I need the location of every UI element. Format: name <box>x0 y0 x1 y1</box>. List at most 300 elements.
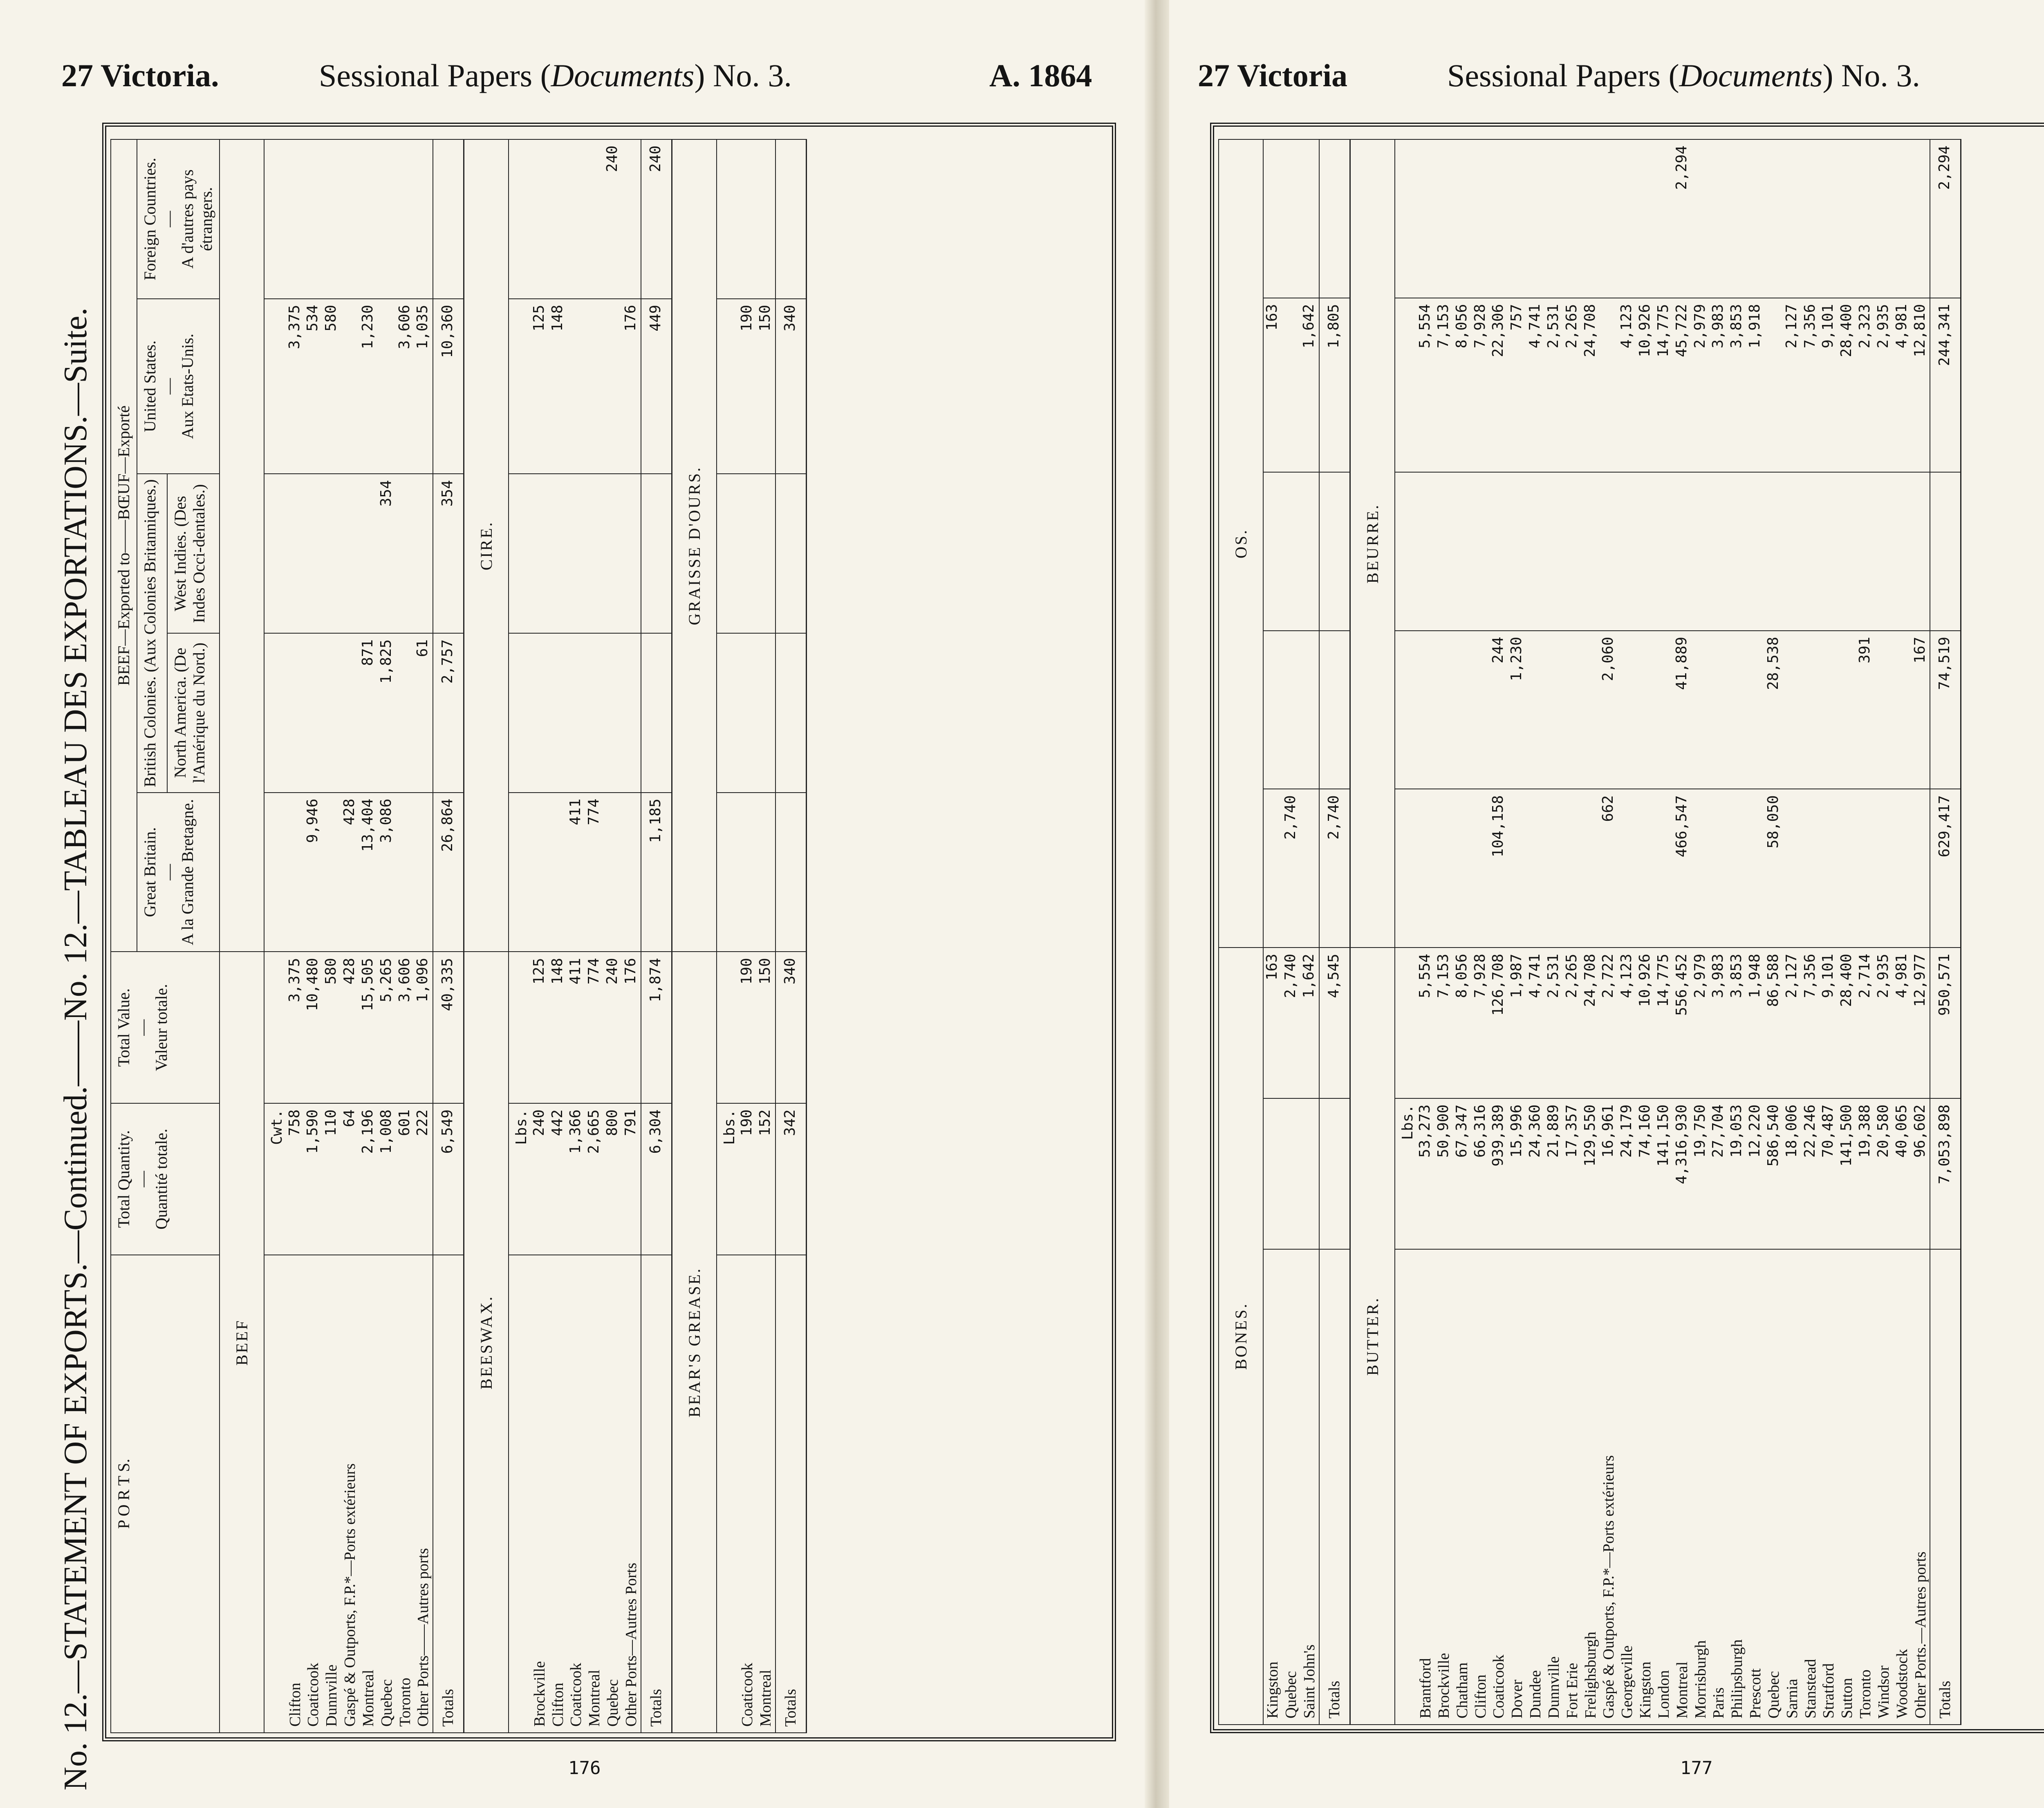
cell-gb <box>1416 789 1435 948</box>
unit-label: Lbs. <box>1395 1098 1416 1249</box>
north-america-header: North America. (De l'Amérique du Nord.) <box>167 633 220 793</box>
cell-fc <box>1856 139 1875 298</box>
table-row <box>1893 139 1912 1725</box>
cell-gb <box>1655 789 1673 948</box>
cell-wi <box>1582 472 1600 630</box>
great-britain-header <box>137 793 220 952</box>
cell-val: 411 <box>567 952 585 1103</box>
cell-gb <box>1508 789 1526 948</box>
cell-us: 3,375 <box>286 299 305 474</box>
unit-spacer <box>717 474 738 633</box>
cell-val: 148 <box>549 952 567 1103</box>
cell-gb: 13,404 <box>359 793 378 952</box>
cell-fc: 2,294 <box>1673 139 1692 298</box>
cell-val: 3,606 <box>396 952 415 1103</box>
total-quantity-fr: Quantité totale. <box>152 1129 170 1230</box>
cell-qty: 939,389 <box>1490 1098 1508 1249</box>
cell-val: 1,096 <box>414 952 433 1103</box>
cell-gb <box>1618 789 1636 948</box>
cell-val: 15,505 <box>359 952 378 1103</box>
total-us: 340 <box>775 299 806 474</box>
port-name: Montreal <box>757 1255 775 1733</box>
table-row <box>1875 139 1893 1725</box>
cell-qty: 791 <box>622 1103 641 1255</box>
cell-val: 2,935 <box>1875 948 1893 1098</box>
port-name: Saint John's <box>1300 1249 1319 1725</box>
cell-gb <box>1875 789 1893 948</box>
cell-na <box>1453 631 1472 789</box>
cell-us: 1,035 <box>414 299 433 474</box>
port-name: Coaticook <box>304 1255 323 1733</box>
cell-na <box>323 633 341 793</box>
cell-fc <box>304 139 323 299</box>
cell-gb <box>1728 789 1746 948</box>
cell-fc <box>1655 139 1673 298</box>
port-name: Coaticook <box>1490 1249 1508 1725</box>
cell-us: 757 <box>1508 298 1526 473</box>
total-value-en: Total Value. <box>114 988 133 1067</box>
cell-val: 4,123 <box>1618 948 1636 1098</box>
cell-wi <box>1746 472 1765 630</box>
unit-spacer <box>1395 139 1416 298</box>
cell-qty: 19,053 <box>1728 1098 1746 1249</box>
port-name: Coaticook <box>567 1255 585 1733</box>
cell-qty: 110 <box>323 1103 341 1255</box>
totals-label: Totals <box>1930 1249 1961 1725</box>
cell-wi <box>1453 472 1472 630</box>
cell-gb <box>1692 789 1710 948</box>
cell-us <box>604 299 622 474</box>
cell-wi <box>1545 472 1563 630</box>
cell-val: 580 <box>323 952 341 1103</box>
totals-row <box>775 139 806 1733</box>
total-quantity-header <box>111 1103 220 1255</box>
cell-fc <box>414 139 433 299</box>
unit-label: Cwt. <box>264 1103 286 1255</box>
cell-qty: 2,665 <box>585 1103 604 1255</box>
cell-wi <box>1765 472 1783 630</box>
cell-us <box>1600 298 1618 473</box>
cell-qty: 50,900 <box>1435 1098 1453 1249</box>
totals-row <box>641 139 672 1733</box>
cell-val: 3,853 <box>1728 948 1746 1098</box>
cell-fc <box>1263 139 1282 298</box>
cell-val: 176 <box>622 952 641 1103</box>
cell-wi <box>304 474 323 633</box>
cell-na <box>1692 631 1710 789</box>
great-britain-fr: A la Grande Bretagne. <box>178 799 197 945</box>
cell-wi <box>1802 472 1820 630</box>
cell-wi <box>1783 472 1802 630</box>
page-number: 177 <box>1680 1758 1713 1779</box>
cell-gb: 2,740 <box>1282 789 1300 948</box>
port-name: Other Ports—Autres Ports <box>622 1255 641 1733</box>
cell-qty: 18,006 <box>1783 1098 1802 1249</box>
table-row <box>396 139 415 1733</box>
table-row <box>1453 139 1472 1725</box>
totals-label: Totals <box>1319 1249 1350 1725</box>
header-papers: Sessional Papers (Documents) No. 3. <box>1447 58 1920 93</box>
table-row <box>323 139 341 1733</box>
total-fc: 240 <box>641 139 672 299</box>
cell-qty: 1,590 <box>304 1103 323 1255</box>
cell-us: 3,606 <box>396 299 415 474</box>
cell-wi <box>757 474 775 633</box>
table-row <box>1435 139 1453 1725</box>
table-row <box>738 139 757 1733</box>
cell-gb: 466,547 <box>1673 789 1692 948</box>
unit-spacer <box>264 1255 286 1733</box>
total-quantity-en: Total Quantity. <box>114 1130 133 1228</box>
cell-fc <box>1636 139 1655 298</box>
cell-qty: 16,961 <box>1600 1098 1618 1249</box>
cell-wi <box>1875 472 1893 630</box>
cell-wi <box>1912 472 1930 630</box>
cell-fc <box>1893 139 1912 298</box>
beef-exported-header: BEEF—Exported to——BŒUF—Exporté <box>111 139 137 952</box>
cell-qty: 74,160 <box>1636 1098 1655 1249</box>
table-row <box>1838 139 1856 1725</box>
cell-na <box>1618 631 1636 789</box>
cell-wi <box>1526 472 1545 630</box>
cell-fc <box>1582 139 1600 298</box>
cell-fc <box>1453 139 1472 298</box>
total-na <box>775 633 806 793</box>
cell-wi <box>585 474 604 633</box>
table-row <box>567 139 585 1733</box>
cell-val: 12,977 <box>1912 948 1930 1098</box>
cell-us: 7,153 <box>1435 298 1453 473</box>
cell-val: 10,926 <box>1636 948 1655 1098</box>
port-name: Kingston <box>1263 1249 1282 1725</box>
port-name: Quebec <box>1282 1249 1300 1725</box>
cell-wi <box>396 474 415 633</box>
cell-na <box>1545 631 1563 789</box>
cell-na <box>585 633 604 793</box>
unit-row <box>264 139 286 1733</box>
section-name-fr: OS. <box>1219 139 1263 948</box>
cell-qty: 64 <box>341 1103 359 1255</box>
cell-qty: 19,750 <box>1692 1098 1710 1249</box>
cell-us: 1,230 <box>359 299 378 474</box>
port-name: Frelighsburgh <box>1582 1249 1600 1725</box>
cell-us: 9,101 <box>1820 298 1838 473</box>
cell-wi <box>341 474 359 633</box>
foreign-countries-en: Foreign Countries. <box>141 157 159 280</box>
cell-qty: 586,540 <box>1765 1098 1783 1249</box>
cell-wi <box>1636 472 1655 630</box>
unit-spacer <box>1395 1249 1416 1725</box>
port-name: Fort Erie <box>1563 1249 1582 1725</box>
cell-qty: 800 <box>604 1103 622 1255</box>
table-row <box>622 139 641 1733</box>
cell-qty: 19,388 <box>1856 1098 1875 1249</box>
cell-wi <box>1728 472 1746 630</box>
cell-qty: 758 <box>286 1103 305 1255</box>
cell-wi <box>604 474 622 633</box>
cell-val: 5,265 <box>378 952 396 1103</box>
section-name-fr: BEURRE. <box>1350 139 1395 948</box>
total-us: 449 <box>641 299 672 474</box>
port-name: Dundee <box>1526 1249 1545 1725</box>
cell-na <box>1893 631 1912 789</box>
cell-us: 1,642 <box>1300 298 1319 473</box>
exports-table <box>110 139 807 1733</box>
cell-wi <box>1416 472 1435 630</box>
cell-val: 28,400 <box>1838 948 1856 1098</box>
cell-fc <box>1692 139 1710 298</box>
port-name: Stratford <box>1820 1249 1838 1725</box>
cell-na: 391 <box>1856 631 1875 789</box>
ports-header: P O R T S. <box>111 1255 220 1733</box>
header-year: A. 1864 <box>989 58 1092 93</box>
cell-na <box>304 633 323 793</box>
cell-na <box>341 633 359 793</box>
port-name: Dunnville <box>323 1255 341 1733</box>
table-row <box>1300 139 1319 1725</box>
cell-gb <box>414 793 433 952</box>
port-name: Woodstock <box>1893 1249 1912 1725</box>
cell-qty: 17,357 <box>1563 1098 1582 1249</box>
cell-gb <box>396 793 415 952</box>
cell-qty: 12,220 <box>1746 1098 1765 1249</box>
total-wi <box>1930 472 1961 630</box>
total-val: 4,545 <box>1319 948 1350 1098</box>
unit-spacer <box>509 474 530 633</box>
cell-gb <box>1545 789 1563 948</box>
port-name: Brantford <box>1416 1249 1435 1725</box>
cell-fc <box>1600 139 1618 298</box>
table-row <box>378 139 396 1733</box>
table-row <box>585 139 604 1733</box>
port-name: Chatham <box>1453 1249 1472 1725</box>
cell-us: 24,708 <box>1582 298 1600 473</box>
cell-val: 3,375 <box>286 952 305 1103</box>
totals-row <box>1930 139 1961 1725</box>
table-row <box>359 139 378 1733</box>
cell-gb <box>1912 789 1930 948</box>
cell-wi <box>1563 472 1582 630</box>
unit-label: Lbs. <box>717 1103 738 1255</box>
cell-us: 2,127 <box>1783 298 1802 473</box>
dash: — <box>159 864 178 880</box>
header-session: 27 Victoria <box>1198 58 1348 93</box>
cell-wi: 354 <box>378 474 396 633</box>
table-row <box>1673 139 1692 1725</box>
cell-val: 2,531 <box>1545 948 1563 1098</box>
cell-gb <box>1746 789 1765 948</box>
right-page <box>1173 0 2044 1808</box>
header-papers: Sessional Papers (Documents) No. 3. <box>319 58 792 93</box>
cell-us: 12,810 <box>1912 298 1930 473</box>
cell-val: 190 <box>738 952 757 1103</box>
cell-wi <box>1600 472 1618 630</box>
section-name-en: BEESWAX. <box>464 952 509 1733</box>
cell-na: 871 <box>359 633 378 793</box>
cell-na <box>1802 631 1820 789</box>
port-name: Clifton <box>286 1255 305 1733</box>
cell-fc <box>585 139 604 299</box>
table-row <box>1582 139 1600 1725</box>
cell-val: 1,987 <box>1508 948 1526 1098</box>
cell-wi <box>1508 472 1526 630</box>
exports-table <box>1218 139 1961 1725</box>
cell-gb <box>1636 789 1655 948</box>
cell-us: 2,935 <box>1875 298 1893 473</box>
cell-us: 148 <box>549 299 567 474</box>
totals-label: Totals <box>641 1255 672 1733</box>
west-indies-header: West Indies. (Des Indes Occi-dentales.) <box>167 474 220 633</box>
table-row <box>1490 139 1508 1725</box>
port-name: Dunnville <box>1545 1249 1563 1725</box>
cell-fc <box>622 139 641 299</box>
cell-na <box>549 633 567 793</box>
totals-row <box>1319 139 1350 1725</box>
cell-us: 28,400 <box>1838 298 1856 473</box>
unit-spacer <box>1395 631 1416 789</box>
table-row <box>1783 139 1802 1725</box>
port-name: Georgeville <box>1618 1249 1636 1725</box>
cell-us: 45,722 <box>1673 298 1692 473</box>
cell-na <box>604 633 622 793</box>
table-row <box>1655 139 1673 1725</box>
cell-fc <box>1282 139 1300 298</box>
cell-us: 580 <box>323 299 341 474</box>
cell-qty <box>1282 1098 1300 1249</box>
cell-fc <box>1435 139 1453 298</box>
cell-val: 163 <box>1263 948 1282 1098</box>
cell-wi <box>1655 472 1673 630</box>
cell-val: 7,153 <box>1435 948 1453 1098</box>
cell-fc <box>1472 139 1490 298</box>
cell-val: 5,554 <box>1416 948 1435 1098</box>
cell-wi <box>1618 472 1636 630</box>
cell-fc <box>1728 139 1746 298</box>
unit-row <box>1395 139 1416 1725</box>
port-name: Stanstead <box>1802 1249 1820 1725</box>
table-row <box>1636 139 1655 1725</box>
cell-val: 2,740 <box>1282 948 1300 1098</box>
unit-spacer <box>509 793 530 952</box>
cell-gb: 58,050 <box>1765 789 1783 948</box>
cell-na <box>1655 631 1673 789</box>
table-row <box>304 139 323 1733</box>
united-states-en: United States. <box>141 340 159 432</box>
unit-spacer <box>717 793 738 952</box>
cell-wi <box>359 474 378 633</box>
cell-us: 3,853 <box>1728 298 1746 473</box>
cell-us: 534 <box>304 299 323 474</box>
total-fc <box>1319 139 1350 298</box>
port-name: Quebec <box>1765 1249 1783 1725</box>
total-gb <box>775 793 806 952</box>
cell-gb <box>604 793 622 952</box>
dash: — <box>159 211 178 227</box>
cell-na: 2,060 <box>1600 631 1618 789</box>
cell-qty: 1,366 <box>567 1103 585 1255</box>
cell-us: 190 <box>738 299 757 474</box>
cell-fc <box>1783 139 1802 298</box>
cell-qty: 70,487 <box>1820 1098 1838 1249</box>
total-fc: 2,294 <box>1930 139 1961 298</box>
table-row <box>1912 139 1930 1725</box>
unit-spacer <box>264 139 286 299</box>
table-row <box>1802 139 1820 1725</box>
cell-wi <box>1820 472 1838 630</box>
cell-qty: 152 <box>757 1103 775 1255</box>
unit-row <box>717 139 738 1733</box>
cell-us: 22,306 <box>1490 298 1508 473</box>
cell-na: 28,538 <box>1765 631 1783 789</box>
port-name: Other Ports.—Autres ports <box>1912 1249 1930 1725</box>
cell-gb <box>738 793 757 952</box>
section-name-fr: CIRE. <box>464 139 509 952</box>
cell-na <box>1820 631 1838 789</box>
cell-wi <box>622 474 641 633</box>
cell-na <box>286 633 305 793</box>
section-header-row <box>464 139 509 1733</box>
cell-us <box>378 299 396 474</box>
exports-table-left <box>110 139 807 1733</box>
unit-spacer <box>717 633 738 793</box>
unit-row <box>509 139 530 1733</box>
cell-na <box>738 633 757 793</box>
cell-fc <box>1765 139 1783 298</box>
port-name: Sutton <box>1838 1249 1856 1725</box>
cell-val: 125 <box>531 952 549 1103</box>
cell-us: 10,926 <box>1636 298 1655 473</box>
cell-us: 14,775 <box>1655 298 1673 473</box>
british-colonies-header: British Colonies. (Aux Colonies Britanniques.) <box>137 474 167 792</box>
cell-na <box>1728 631 1746 789</box>
section-name-en: BEEF <box>220 952 264 1733</box>
great-britain-en: Great Britain. <box>141 827 159 917</box>
total-val: 40,335 <box>433 952 464 1103</box>
table-row <box>1728 139 1746 1725</box>
total-val: 950,571 <box>1930 948 1961 1098</box>
table-row <box>1563 139 1582 1725</box>
cell-qty: 53,273 <box>1416 1098 1435 1249</box>
cell-qty: 442 <box>549 1103 567 1255</box>
cell-fc <box>378 139 396 299</box>
cell-na <box>1746 631 1765 789</box>
cell-val: 126,708 <box>1490 948 1508 1098</box>
cell-fc <box>1838 139 1856 298</box>
cell-us: 163 <box>1263 298 1282 473</box>
cell-qty: 21,889 <box>1545 1098 1563 1249</box>
cell-qty: 66,316 <box>1472 1098 1490 1249</box>
book-gutter <box>1145 0 1169 1808</box>
cell-qty: 67,347 <box>1453 1098 1472 1249</box>
port-name: Clifton <box>1472 1249 1490 1725</box>
total-gb: 2,740 <box>1319 789 1350 948</box>
cell-val: 556,452 <box>1673 948 1692 1098</box>
cell-wi <box>323 474 341 633</box>
port-name: Clifton <box>549 1255 567 1733</box>
cell-gb <box>1820 789 1838 948</box>
port-name: London <box>1655 1249 1673 1725</box>
port-name: Kingston <box>1636 1249 1655 1725</box>
table-row <box>531 139 549 1733</box>
unit-spacer <box>264 793 286 952</box>
cell-val: 774 <box>585 952 604 1103</box>
total-val: 1,874 <box>641 952 672 1103</box>
table-row <box>1692 139 1710 1725</box>
cell-na <box>622 633 641 793</box>
cell-fc <box>1746 139 1765 298</box>
unit-label: Lbs. <box>509 1103 530 1255</box>
cell-fc <box>1710 139 1728 298</box>
